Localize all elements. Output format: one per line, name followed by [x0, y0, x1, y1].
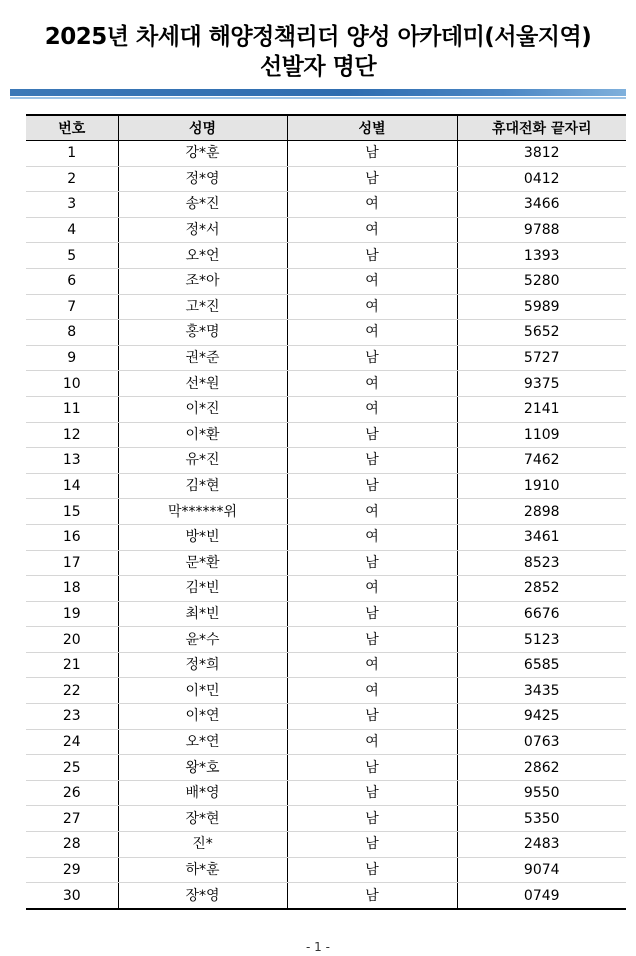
cell-number: 3 [26, 192, 118, 218]
table-row [26, 704, 626, 730]
cell-name: 정*희 [118, 652, 287, 678]
cell-gender: 남 [287, 832, 457, 858]
title-divider-thin [10, 97, 626, 99]
cell-name: 장*현 [118, 806, 287, 832]
cell-name: 하*훈 [118, 857, 287, 883]
cell-number: 13 [26, 448, 118, 474]
cell-name: 최*빈 [118, 601, 287, 627]
cell-name: 김*현 [118, 473, 287, 499]
cell-phone-last-digits: 9788 [457, 217, 626, 243]
cell-gender: 여 [287, 678, 457, 704]
table-row [26, 448, 626, 474]
cell-number: 30 [26, 883, 118, 909]
cell-number: 12 [26, 422, 118, 448]
cell-name: 배*영 [118, 780, 287, 806]
cell-gender: 남 [287, 141, 457, 167]
cell-phone-last-digits: 5350 [457, 806, 626, 832]
cell-number: 9 [26, 345, 118, 371]
cell-number: 22 [26, 678, 118, 704]
cell-gender: 남 [287, 755, 457, 781]
cell-phone-last-digits: 2141 [457, 396, 626, 422]
table-row [26, 729, 626, 755]
table-row [26, 780, 626, 806]
cell-phone-last-digits: 5989 [457, 294, 626, 320]
cell-name: 이*민 [118, 678, 287, 704]
header-number: 번호 [26, 115, 118, 141]
table-row [26, 883, 626, 909]
cell-number: 20 [26, 627, 118, 653]
cell-name: 장*영 [118, 883, 287, 909]
cell-name: 강*훈 [118, 141, 287, 167]
cell-number: 6 [26, 268, 118, 294]
cell-gender: 남 [287, 704, 457, 730]
cell-gender: 여 [287, 729, 457, 755]
table-row [26, 550, 626, 576]
title-divider-thick [10, 89, 626, 96]
cell-name: 오*언 [118, 243, 287, 269]
cell-number: 7 [26, 294, 118, 320]
table-row [26, 857, 626, 883]
cell-name: 김*빈 [118, 576, 287, 602]
cell-gender: 남 [287, 448, 457, 474]
header-gender: 성별 [287, 115, 457, 141]
cell-gender: 여 [287, 576, 457, 602]
cell-number: 15 [26, 499, 118, 525]
cell-phone-last-digits: 2898 [457, 499, 626, 525]
cell-name: 선*원 [118, 371, 287, 397]
cell-number: 26 [26, 780, 118, 806]
document-title [0, 22, 636, 82]
cell-phone-last-digits: 1910 [457, 473, 626, 499]
table-row [26, 396, 626, 422]
cell-gender: 남 [287, 550, 457, 576]
cell-name: 정*서 [118, 217, 287, 243]
cell-number: 27 [26, 806, 118, 832]
header-phone-last-digits: 휴대전화 끝자리 [457, 115, 626, 141]
cell-name: 정*영 [118, 166, 287, 192]
cell-number: 18 [26, 576, 118, 602]
cell-name: 왕*호 [118, 755, 287, 781]
table-row [26, 217, 626, 243]
cell-phone-last-digits: 9425 [457, 704, 626, 730]
cell-phone-last-digits: 2483 [457, 832, 626, 858]
cell-number: 21 [26, 652, 118, 678]
cell-gender: 여 [287, 499, 457, 525]
cell-name: 고*진 [118, 294, 287, 320]
table-row [26, 755, 626, 781]
cell-phone-last-digits: 1109 [457, 422, 626, 448]
cell-phone-last-digits: 3461 [457, 524, 626, 550]
cell-number: 17 [26, 550, 118, 576]
cell-phone-last-digits: 8523 [457, 550, 626, 576]
cell-phone-last-digits: 6676 [457, 601, 626, 627]
cell-phone-last-digits: 6585 [457, 652, 626, 678]
cell-name: 문*환 [118, 550, 287, 576]
cell-number: 14 [26, 473, 118, 499]
cell-phone-last-digits: 3435 [457, 678, 626, 704]
cell-name: 막******위 [118, 499, 287, 525]
table-row [26, 371, 626, 397]
cell-name: 권*준 [118, 345, 287, 371]
table-row [26, 243, 626, 269]
cell-number: 5 [26, 243, 118, 269]
table-row [26, 601, 626, 627]
table-row [26, 652, 626, 678]
cell-gender: 남 [287, 473, 457, 499]
cell-gender: 남 [287, 627, 457, 653]
cell-phone-last-digits: 5652 [457, 320, 626, 346]
cell-gender: 남 [287, 857, 457, 883]
title-line-1: 2025년 차세대 해양정책리더 양성 아카데미(서울지역) [44, 24, 592, 50]
table-row [26, 345, 626, 371]
cell-gender: 여 [287, 217, 457, 243]
table-row [26, 678, 626, 704]
cell-gender: 여 [287, 320, 457, 346]
cell-number: 29 [26, 857, 118, 883]
cell-phone-last-digits: 3812 [457, 141, 626, 167]
table-row [26, 524, 626, 550]
cell-number: 1 [26, 141, 118, 167]
cell-number: 4 [26, 217, 118, 243]
cell-phone-last-digits: 0412 [457, 166, 626, 192]
header-name: 성명 [118, 115, 287, 141]
cell-phone-last-digits: 5123 [457, 627, 626, 653]
cell-gender: 남 [287, 601, 457, 627]
cell-name: 진* [118, 832, 287, 858]
table-row [26, 806, 626, 832]
table-row [26, 627, 626, 653]
cell-number: 28 [26, 832, 118, 858]
table-row [26, 294, 626, 320]
cell-phone-last-digits: 5727 [457, 345, 626, 371]
cell-phone-last-digits: 2852 [457, 576, 626, 602]
table-row [26, 499, 626, 525]
cell-number: 24 [26, 729, 118, 755]
table-header-row [26, 115, 626, 141]
cell-phone-last-digits: 7462 [457, 448, 626, 474]
table-row [26, 576, 626, 602]
cell-gender: 여 [287, 652, 457, 678]
cell-name: 오*연 [118, 729, 287, 755]
cell-name: 윤*수 [118, 627, 287, 653]
cell-gender: 남 [287, 422, 457, 448]
cell-number: 11 [26, 396, 118, 422]
cell-gender: 여 [287, 294, 457, 320]
cell-phone-last-digits: 9375 [457, 371, 626, 397]
cell-gender: 남 [287, 806, 457, 832]
selection-roster-table [26, 114, 626, 910]
cell-gender: 남 [287, 345, 457, 371]
cell-gender: 남 [287, 243, 457, 269]
cell-phone-last-digits: 2862 [457, 755, 626, 781]
cell-number: 19 [26, 601, 118, 627]
cell-name: 조*아 [118, 268, 287, 294]
table-row [26, 320, 626, 346]
cell-phone-last-digits: 0763 [457, 729, 626, 755]
cell-name: 이*환 [118, 422, 287, 448]
cell-gender: 여 [287, 371, 457, 397]
cell-name: 방*빈 [118, 524, 287, 550]
table-row [26, 422, 626, 448]
cell-number: 23 [26, 704, 118, 730]
cell-number: 8 [26, 320, 118, 346]
cell-number: 10 [26, 371, 118, 397]
cell-phone-last-digits: 0749 [457, 883, 626, 909]
cell-number: 25 [26, 755, 118, 781]
table-row [26, 166, 626, 192]
table-row [26, 192, 626, 218]
cell-name: 홍*명 [118, 320, 287, 346]
cell-name: 유*진 [118, 448, 287, 474]
cell-phone-last-digits: 9074 [457, 857, 626, 883]
cell-gender: 남 [287, 780, 457, 806]
table-row [26, 268, 626, 294]
table-body [26, 141, 626, 909]
cell-number: 16 [26, 524, 118, 550]
cell-gender: 여 [287, 524, 457, 550]
table-row [26, 473, 626, 499]
cell-gender: 여 [287, 396, 457, 422]
page-number: - 1 - [306, 940, 330, 954]
table-row [26, 141, 626, 167]
cell-number: 2 [26, 166, 118, 192]
cell-phone-last-digits: 5280 [457, 268, 626, 294]
cell-name: 송*진 [118, 192, 287, 218]
cell-phone-last-digits: 9550 [457, 780, 626, 806]
cell-gender: 남 [287, 166, 457, 192]
cell-gender: 여 [287, 268, 457, 294]
cell-name: 이*진 [118, 396, 287, 422]
cell-gender: 남 [287, 883, 457, 909]
title-line-2: 선발자 명단 [259, 54, 377, 80]
cell-name: 이*연 [118, 704, 287, 730]
cell-phone-last-digits: 3466 [457, 192, 626, 218]
cell-gender: 여 [287, 192, 457, 218]
cell-phone-last-digits: 1393 [457, 243, 626, 269]
table-row [26, 832, 626, 858]
